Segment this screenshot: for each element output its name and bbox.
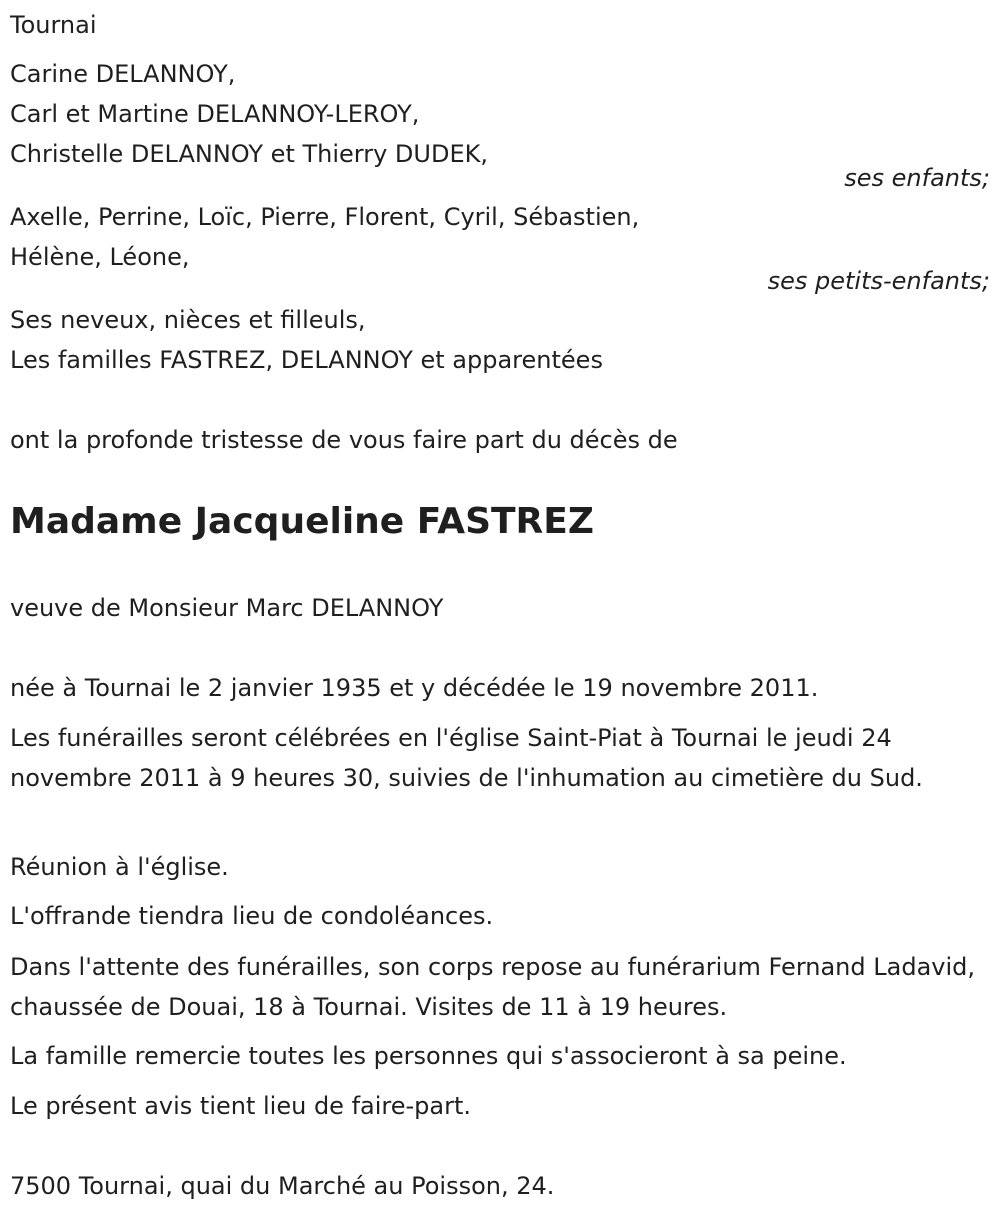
announcement-text: ont la profonde tristesse de vous faire part du décès de bbox=[10, 426, 678, 454]
address-text: 7500 Tournai, quai du Marché au Poisson, 24. bbox=[10, 1172, 555, 1200]
deceased-name: Madame Jacqueline FASTREZ bbox=[10, 501, 594, 542]
child-line-1: Carine DELANNOY, bbox=[10, 60, 236, 88]
thanks-text: La famille remercie toutes les personnes qui s'associeront à sa peine. bbox=[10, 1042, 847, 1070]
funeral-paragraph: Les funérailles seront célébrées en l'église Saint-Piat à Tournai le jeudi 24 novembre 2011 à 9 heures 30, suivies de l'inhumation au cimetière du Sud. bbox=[10, 724, 923, 792]
meeting-text: Réunion à l'église. bbox=[10, 853, 229, 881]
offering-text: L'offrande tiendra lieu de condoléances. bbox=[10, 902, 494, 930]
grandchildren-role-label: ses petits-enfants; bbox=[767, 267, 990, 295]
children-role-label: ses enfants; bbox=[844, 164, 990, 192]
place-label: Tournai bbox=[10, 11, 97, 39]
notice-text: Le présent avis tient lieu de faire-part. bbox=[10, 1092, 472, 1120]
child-line-3: Christelle DELANNOY et Thierry DUDEK, bbox=[10, 140, 488, 168]
visitation-paragraph: Dans l'attente des funérailles, son corps repose au funérarium Fernand Ladavid, chaussée de Douai, 18 à Tournai. Visites de 11 à 19 heures. bbox=[10, 953, 976, 1021]
grandchildren-line-2: Hélène, Léone, bbox=[10, 243, 190, 271]
grandchildren-line-1: Axelle, Perrine, Loïc, Pierre, Florent, Cyril, Sébastien, bbox=[10, 203, 640, 231]
birth-death-text: née à Tournai le 2 janvier 1935 et y décédée le 19 novembre 2011. bbox=[10, 674, 819, 702]
widow-of-text: veuve de Monsieur Marc DELANNOY bbox=[10, 594, 444, 622]
relatives-line-1: Ses neveux, nièces et filleuls, bbox=[10, 306, 366, 334]
relatives-line-2: Les familles FASTREZ, DELANNOY et apparentées bbox=[10, 346, 603, 374]
child-line-2: Carl et Martine DELANNOY-LEROY, bbox=[10, 100, 420, 128]
